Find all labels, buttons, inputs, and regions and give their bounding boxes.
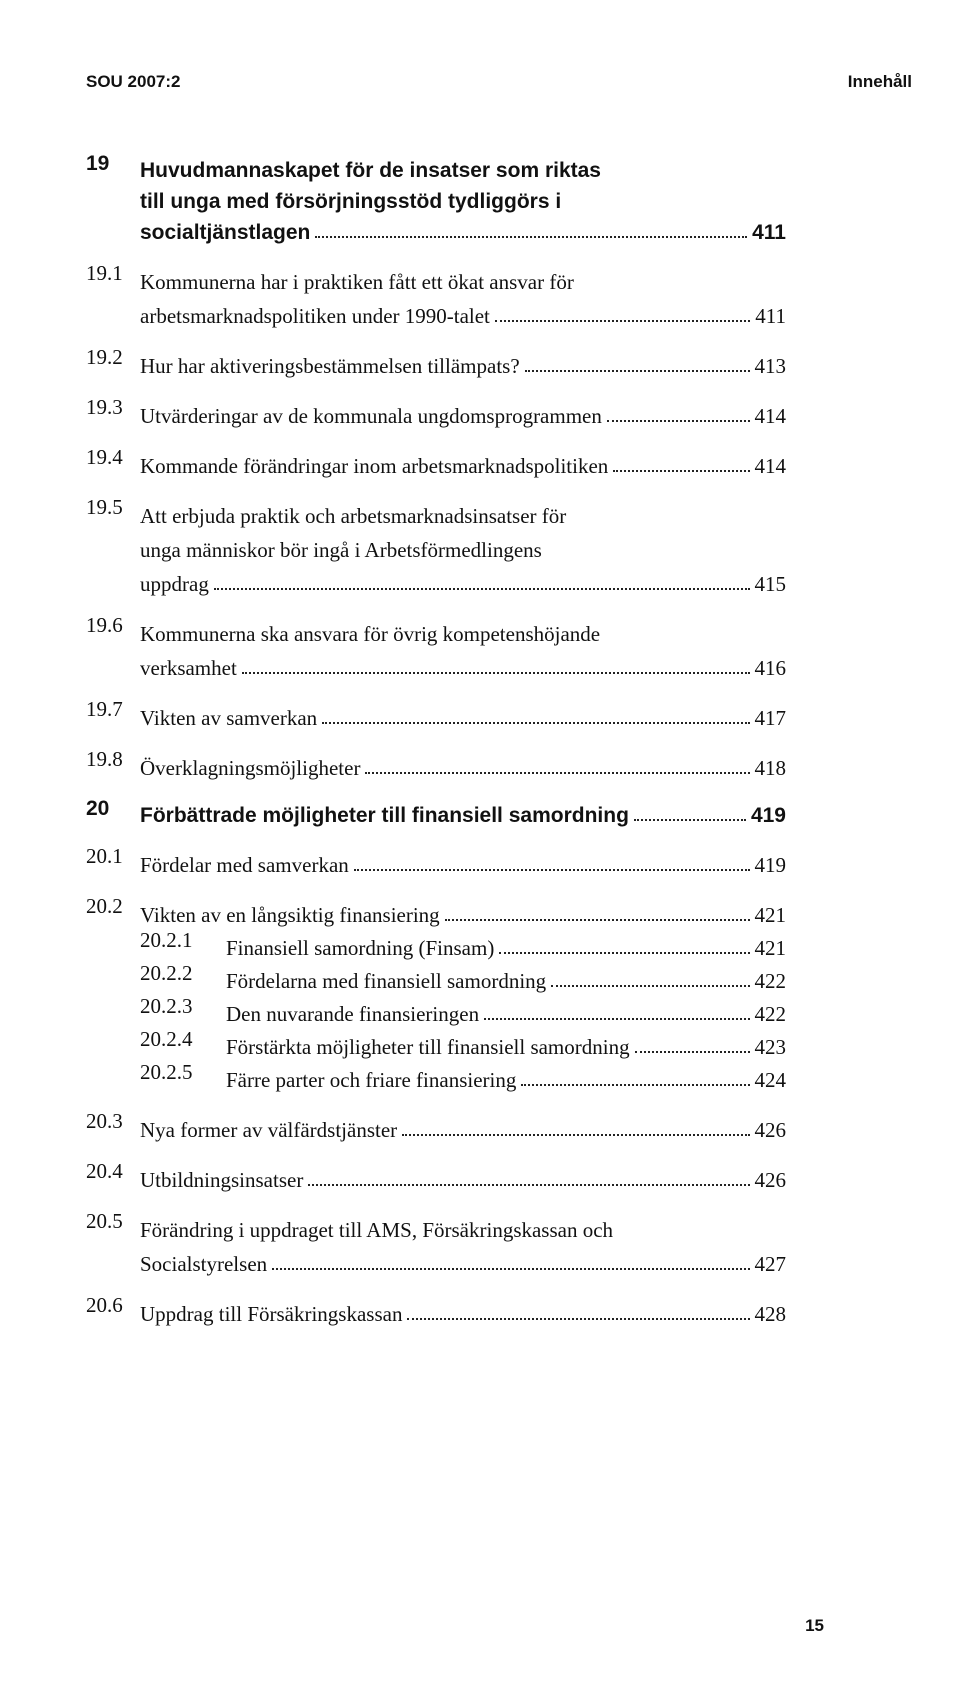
toc-page: 427 <box>754 1252 786 1276</box>
toc-chapter-19[interactable] <box>86 152 786 245</box>
toc-number: 20.6 <box>86 1293 123 1317</box>
toc-page: 414 <box>754 454 786 478</box>
toc-title-line: Socialstyrelsen <box>140 1252 268 1276</box>
toc-section-20-4[interactable] <box>86 1159 786 1193</box>
dot-leader <box>613 470 749 472</box>
toc-title-line: Vikten av en långsiktig finansiering <box>140 903 440 927</box>
toc-title-line: Att erbjuda praktik och arbetsmarknadsinsatser för <box>140 504 567 528</box>
toc-section-19-4[interactable] <box>86 445 786 479</box>
dot-leader <box>635 1051 750 1053</box>
dot-leader <box>551 985 749 987</box>
toc-title-line: Förändring i uppdraget till AMS, Försäkringskassan och <box>140 1218 614 1242</box>
toc-title-line: Överklagningsmöjligheter <box>140 756 361 780</box>
dot-leader <box>495 320 750 322</box>
dot-leader <box>214 588 750 590</box>
dot-leader <box>354 869 750 871</box>
toc-subsection-20-2-2[interactable] <box>86 961 786 994</box>
toc-title-line: Uppdrag till Försäkringskassan <box>140 1302 403 1326</box>
dot-leader <box>365 772 749 774</box>
toc-number: 20.2.1 <box>140 928 193 952</box>
toc-page: 426 <box>754 1168 786 1192</box>
document-id: SOU 2007:2 <box>86 72 181 91</box>
toc-page: 421 <box>754 936 786 960</box>
toc-number: 19.4 <box>86 445 123 469</box>
dot-leader <box>484 1018 749 1020</box>
toc-number: 20.2.5 <box>140 1060 193 1084</box>
toc-title-line: Kommunerna ska ansvara för övrig kompetenshöjande <box>140 622 601 646</box>
toc-title-line: socialtjänstlagen <box>140 221 311 244</box>
toc-number: 19.5 <box>86 495 123 519</box>
toc-title-line: Nya former av välfärdstjänster <box>140 1118 398 1142</box>
section-name: Innehåll <box>847 72 912 91</box>
toc-number: 20.2.2 <box>140 961 193 985</box>
toc-title-line: Kommunerna har i praktiken fått ett ökat ansvar för <box>140 270 574 294</box>
toc-title-line: uppdrag <box>140 572 209 596</box>
toc-number: 20.2.3 <box>140 994 193 1018</box>
toc-section-19-3[interactable] <box>86 395 786 429</box>
toc-section-19-7[interactable] <box>86 697 786 731</box>
toc-page: 423 <box>754 1035 786 1059</box>
dot-leader <box>525 370 750 372</box>
toc-title-line: arbetsmarknadspolitiken under 1990-talet <box>140 304 490 328</box>
dot-leader <box>499 952 749 954</box>
toc-number: 20 <box>86 797 110 820</box>
toc-section-19-6[interactable] <box>86 613 786 681</box>
toc-page: 411 <box>755 304 786 328</box>
toc-subsection-20-2-3[interactable] <box>86 994 786 1027</box>
toc-page: 418 <box>754 756 786 780</box>
toc-title-line: till unga med försörjningsstöd tydliggörs i <box>140 190 562 213</box>
toc-page: 426 <box>754 1118 786 1142</box>
dot-leader <box>607 420 750 422</box>
toc-page: 417 <box>754 706 786 730</box>
toc-title-line: verksamhet <box>140 656 237 680</box>
toc-section-20-1[interactable] <box>86 844 786 878</box>
toc-subsection-20-2-1[interactable] <box>86 928 786 961</box>
toc-title-line: Finansiell samordning (Finsam) <box>226 936 495 960</box>
toc-page: 428 <box>754 1302 786 1326</box>
dot-leader <box>242 672 750 674</box>
toc-subsection-20-2-4[interactable] <box>86 1027 786 1060</box>
toc-number: 19.8 <box>86 747 123 771</box>
dot-leader <box>521 1084 749 1086</box>
toc-number: 20.5 <box>86 1209 123 1233</box>
toc-title-line: Utbildningsinsatser <box>140 1168 304 1192</box>
toc-page: 419 <box>754 853 786 877</box>
toc-page: 414 <box>754 404 786 428</box>
toc-title-line: Kommande förändringar inom arbetsmarknadspolitiken <box>140 454 609 478</box>
toc-title-line: Förbättrade möjligheter till finansiell samordning <box>140 804 629 827</box>
toc-section-20-3[interactable] <box>86 1109 786 1143</box>
toc-title-line: Utvärderingar av de kommunala ungdomsprogrammen <box>140 404 602 428</box>
toc-number: 19 <box>86 152 110 175</box>
toc-page: 416 <box>754 656 786 680</box>
toc-number: 19.7 <box>86 697 123 721</box>
toc-section-19-1[interactable] <box>86 261 786 329</box>
toc-page: 413 <box>754 354 786 378</box>
dot-leader <box>634 819 746 821</box>
page-number: 15 <box>805 1616 824 1635</box>
toc-page: 415 <box>754 572 786 596</box>
toc-section-19-2[interactable] <box>86 345 786 379</box>
toc-title-line: Vikten av samverkan <box>140 706 318 730</box>
toc-number: 20.2.4 <box>140 1027 193 1051</box>
toc-section-20-5[interactable] <box>86 1209 786 1277</box>
dot-leader <box>322 722 749 724</box>
toc-number: 20.4 <box>86 1159 123 1183</box>
toc-page: 422 <box>754 969 786 993</box>
toc-number: 19.2 <box>86 345 123 369</box>
toc-page: 419 <box>750 804 786 827</box>
toc-number: 20.2 <box>86 894 123 918</box>
toc-title-line: Den nuvarande finansieringen <box>226 1002 480 1026</box>
toc-section-20-6[interactable] <box>86 1293 786 1327</box>
toc-title-line: Förstärkta möjligheter till finansiell samordning <box>226 1035 630 1059</box>
toc-title-line: unga människor bör ingå i Arbetsförmedlingens <box>140 538 542 562</box>
table-of-contents <box>86 152 786 1343</box>
dot-leader <box>272 1268 749 1270</box>
toc-chapter-20[interactable] <box>86 797 786 828</box>
toc-section-20-2[interactable] <box>86 894 786 928</box>
toc-number: 19.6 <box>86 613 123 637</box>
toc-number: 20.3 <box>86 1109 123 1133</box>
toc-title-line: Färre parter och friare finansiering <box>226 1068 517 1092</box>
toc-number: 20.1 <box>86 844 123 868</box>
dot-leader <box>445 919 750 921</box>
toc-page: 422 <box>754 1002 786 1026</box>
toc-title-line: Fördelar med samverkan <box>140 853 349 877</box>
running-header <box>86 72 912 102</box>
dot-leader <box>308 1184 749 1186</box>
toc-title-line: Fördelarna med finansiell samordning <box>226 969 547 993</box>
toc-section-19-5[interactable] <box>86 495 786 597</box>
toc-number: 19.3 <box>86 395 123 419</box>
toc-page: 411 <box>752 221 786 244</box>
toc-title-line: Hur har aktiveringsbestämmelsen tillämpats? <box>140 354 520 378</box>
toc-subsection-20-2-5[interactable] <box>86 1060 786 1093</box>
dot-leader <box>402 1134 749 1136</box>
dot-leader <box>407 1318 749 1320</box>
toc-page: 424 <box>754 1068 786 1092</box>
toc-title-line: Huvudmannaskapet för de insatser som riktas <box>140 159 601 182</box>
toc-section-19-8[interactable] <box>86 747 786 781</box>
toc-number: 19.1 <box>86 261 123 285</box>
dot-leader <box>315 236 747 238</box>
toc-page: 421 <box>754 903 786 927</box>
